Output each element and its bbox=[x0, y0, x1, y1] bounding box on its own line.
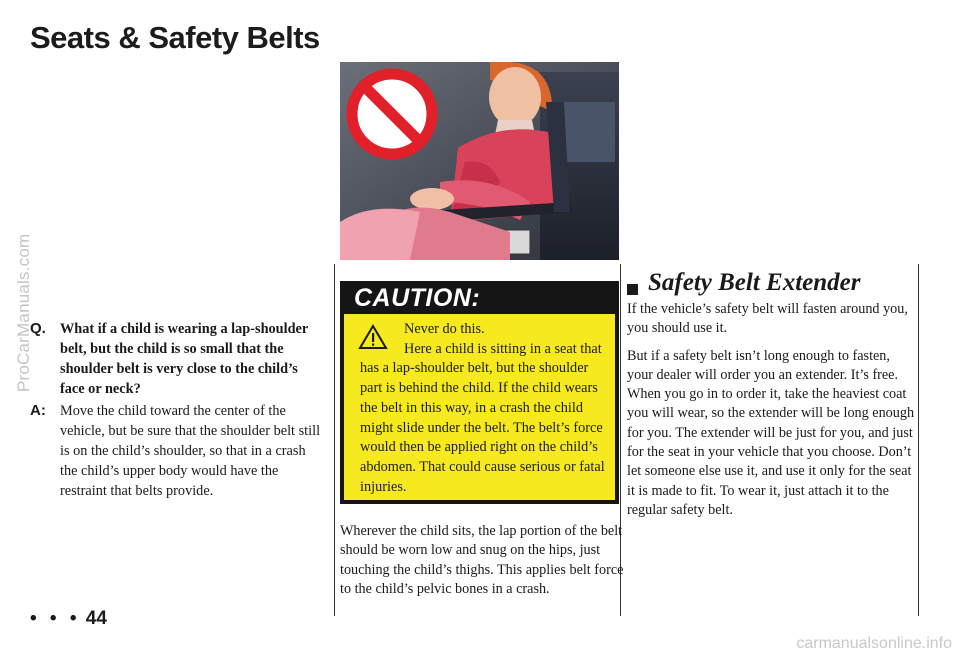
watermark-bottom: carmanualsonline.info bbox=[796, 635, 952, 652]
answer-block bbox=[30, 401, 326, 501]
caution-body-text: Here a child is sitting in a seat that has a lap-shoulder belt, but the shoulder part is behind the child. If the child wears the belt in this way, in a crash the child might slide under the belt. The belt’s force would then be applied right on the child’s abdomen. That could cause serious or fatal injuries. bbox=[360, 340, 605, 495]
page-title: Seats & Safety Belts bbox=[30, 20, 320, 55]
watermark-left: ProCarManuals.com bbox=[14, 233, 33, 392]
caution-header bbox=[340, 281, 619, 314]
extender-paragraph-2: But if a safety belt isn’t long enough to fasten, your dealer will order you an extender. It’s free. When you go in to order it, take the heaviest coat you will wear, so the extender will be long enough for you. The extender will be just for you, and just for the seat in your vehicle that you choose. Don’t let someone else use it, and use it only for the seat it is made to fit. To wear it, just attach it to the regular safety belt. bbox=[627, 347, 915, 518]
section-heading: Safety Belt Extender bbox=[648, 269, 861, 296]
prohibition-icon bbox=[352, 74, 432, 154]
divider-left bbox=[334, 264, 335, 616]
answer-label: A: bbox=[30, 402, 46, 419]
square-bullet-icon bbox=[627, 284, 638, 295]
question-label: Q. bbox=[30, 320, 46, 337]
lap-belt-paragraph: Wherever the child sits, the lap portion of the belt should be worn low and snug on the hips, just touching the child’s thighs. This applies belt force to the child’s pelvic bones in a crash. bbox=[340, 523, 624, 597]
answer-text: Move the child toward the center of the vehicle, but be sure that the shoulder belt still is on the child’s shoulder, so that in a crash the child’s upper body would have the restraint that belts provide. bbox=[60, 403, 321, 499]
extender-paragraph-1: If the vehicle’s safety belt will fasten around you, you should use it. bbox=[627, 301, 908, 337]
divider-right bbox=[918, 264, 919, 616]
page-dots: • • • bbox=[30, 608, 81, 629]
page-number-value: 44 bbox=[85, 608, 107, 629]
question-text: What if a child is wearing a lap-shoulder belt, but the child is so small that the shoulder belt is very close to the child’s face or neck? bbox=[60, 321, 308, 397]
page-number bbox=[30, 608, 107, 630]
illustration-child-seatbelt bbox=[340, 62, 619, 260]
caution-box bbox=[340, 314, 619, 504]
question-block bbox=[30, 319, 326, 399]
caution-text bbox=[360, 320, 612, 497]
child-seat-illustration bbox=[340, 62, 619, 260]
caution-title: CAUTION: bbox=[354, 284, 481, 312]
caution-first-line: Never do this. bbox=[404, 321, 485, 337]
extender-text bbox=[627, 300, 917, 528]
